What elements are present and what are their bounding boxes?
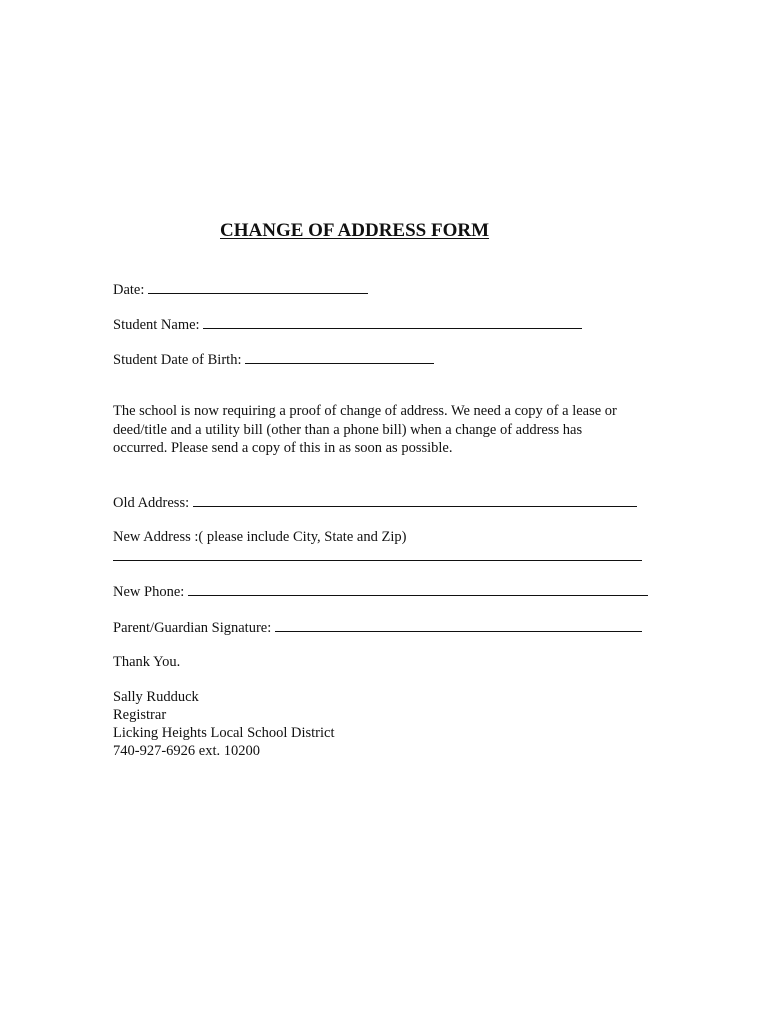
signature-field[interactable] (275, 617, 642, 632)
new-phone-row (113, 581, 648, 601)
student-dob-field[interactable] (245, 349, 434, 364)
signature-label: Parent/Guardian Signature: (113, 620, 272, 636)
notice-paragraph (113, 402, 653, 458)
phone-number: 740-927-6926 ext. 10200 (113, 743, 260, 759)
new-phone-field[interactable] (188, 581, 648, 596)
organization-name: Licking Heights Local School District (113, 725, 335, 741)
registrar-name: Sally Rudduck (113, 689, 199, 705)
date-row (113, 279, 368, 299)
date-label: Date: (113, 282, 145, 298)
form-title: CHANGE OF ADDRESS FORM (220, 220, 490, 241)
date-field[interactable] (148, 279, 368, 294)
new-address-label: New Address :( please include City, State and Zip) (113, 529, 407, 545)
thank-you-text: Thank You. (113, 654, 181, 670)
student-dob-label: Student Date of Birth: (113, 352, 242, 368)
notice-line: The school is now requiring a proof of change of address. We need a copy of a lease or (113, 403, 617, 419)
new-address-row (113, 528, 406, 546)
student-name-row (113, 314, 582, 334)
old-address-label: Old Address: (113, 495, 190, 511)
notice-line: deed/title and a utility bill (other than a phone bill) when a change of address has (113, 421, 583, 438)
registrar-title: Registrar (113, 707, 167, 723)
student-name-field[interactable] (203, 314, 582, 329)
old-address-row (113, 492, 637, 512)
signature-block (113, 688, 335, 760)
student-name-label: Student Name: (113, 317, 200, 333)
new-phone-label: New Phone: (113, 584, 185, 600)
student-dob-row (113, 349, 434, 369)
signature-row (113, 617, 642, 637)
notice-line: occurred. Please send a copy of this in as soon as possible. (113, 440, 453, 456)
old-address-field[interactable] (193, 492, 637, 507)
new-address-field[interactable] (113, 560, 642, 561)
